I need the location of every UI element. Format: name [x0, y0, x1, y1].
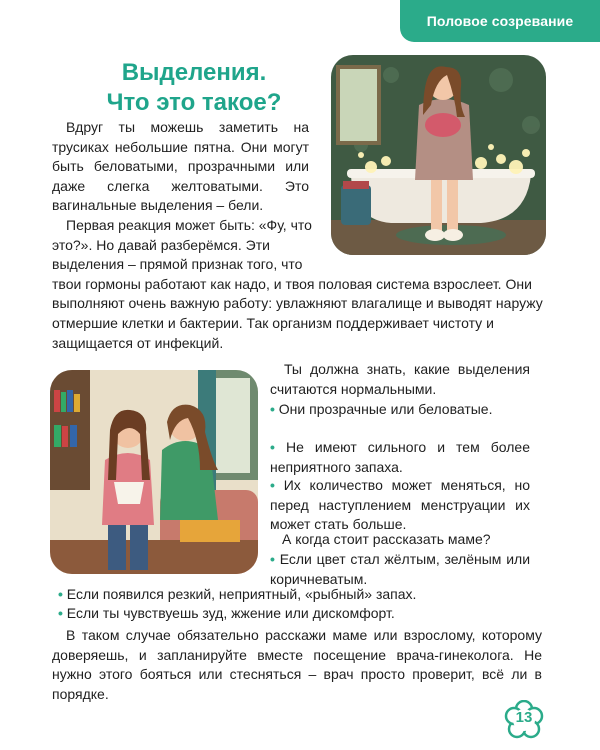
page-title-line2: Что это такое?: [106, 89, 282, 116]
intro-paragraph-1: Вдруг ты можешь заметить на трусиках небольшие пятна. Они могут быть беловатыми, прозрачными или даже слегка желтоватыми. Это вагинальные выделения – бели.: [52, 119, 309, 214]
warning-item-text: Если ты чувствуешь зуд, жжение или дискомфорт.: [66, 605, 395, 621]
bullet-dot-icon: •: [58, 605, 63, 621]
normal-item-1: [270, 400, 530, 420]
bullet-dot-icon: •: [270, 401, 275, 417]
section-tab: [400, 0, 600, 42]
bullet-dot-icon: •: [58, 586, 63, 602]
intro-paragraph-2-text: Первая реакция может быть: «Фу, что это?». Но давай разберёмся. Эти выделения – прямой признак того, что твои гормоны работают как надо, и твоя половая система взрослеет. Они выполняют очень важную работу: увлажняют влагалище и выводят наружу отмершие клетки и бактерии. Так организм поддерживает чистоту и защищается от инфекций.: [52, 217, 543, 351]
page-number-badge: [504, 700, 544, 740]
warning-item-1: [270, 550, 530, 589]
page-title-line1: Выделения.: [121, 59, 267, 86]
warning-item-3: [58, 604, 538, 624]
normal-item-text: Они прозрачные или беловатые.: [278, 401, 493, 417]
warning-item-text: Если появился резкий, неприятный, «рыбный» запах.: [66, 586, 417, 602]
intro-paragraph-2: [52, 216, 572, 356]
normal-item-2: [270, 438, 530, 477]
bullet-dot-icon: •: [270, 477, 275, 493]
normal-item-text: Их количество может меняться, но перед наступлением менструации их может стать больше.: [270, 477, 531, 533]
bullet-dot-icon: •: [270, 551, 275, 567]
normal-item-text: Не имеют сильного и тем более неприятного запаха.: [270, 439, 530, 475]
page-number: 13: [515, 709, 533, 726]
warning-item-text: Если цвет стал жёлтым, зелёным или коричневатым.: [270, 551, 531, 587]
section-tab-label: Половое созревание: [426, 13, 574, 29]
warning-item-2: [58, 585, 538, 605]
closing-paragraph: В таком случае обязательно расскажи маме или взрослому, которому доверяешь, и запланируйте вместе посещение врача-гинеколога. Не нужно этого бояться или стесняться – врач просто проверит, всё ли в порядке.: [52, 627, 542, 702]
mother-daughter-illustration: [50, 370, 258, 574]
normal-item-3: [270, 476, 530, 535]
bullet-dot-icon: •: [270, 439, 275, 455]
tell-mom-question: А когда стоит рассказать маме?: [282, 531, 491, 547]
normal-intro: Ты должна знать, какие выделения считаются нормальными.: [270, 361, 530, 397]
